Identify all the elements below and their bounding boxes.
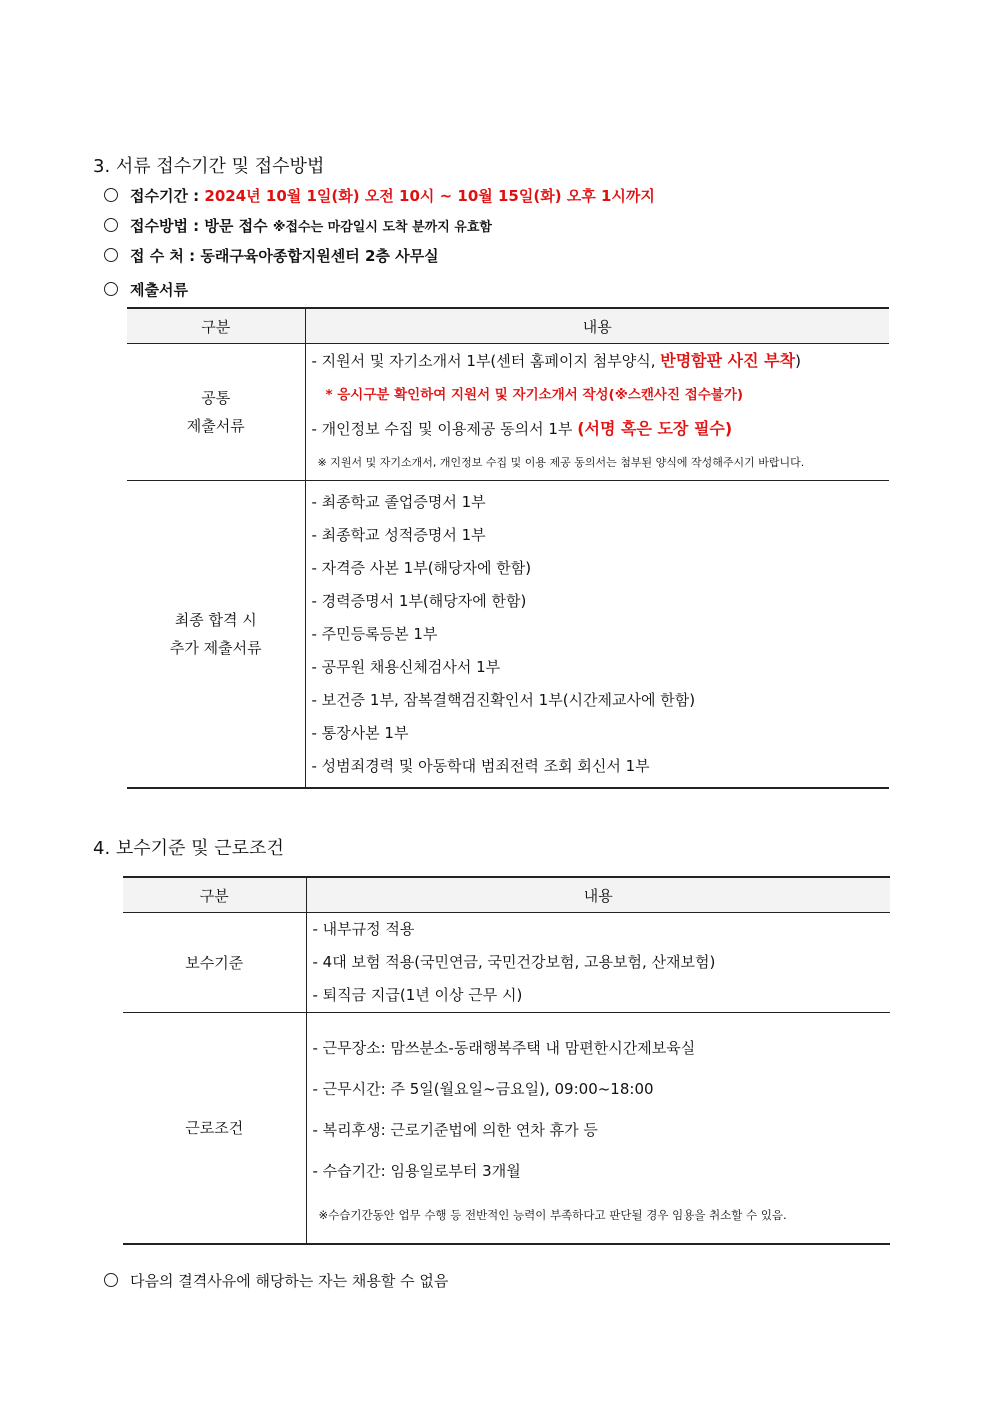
- category-line: 추가 제출서류: [169, 639, 262, 657]
- place-label: 접 수 처 :: [130, 247, 196, 265]
- pay-category: 보수기준: [123, 913, 306, 1013]
- header-content: 내용: [306, 877, 890, 913]
- category-line: 최종 합격 시: [174, 611, 257, 629]
- table-row: [123, 1013, 890, 1245]
- circle-bullet-icon: [104, 218, 118, 232]
- list-item: - 지원서 및 자기소개서 1부(센터 홈페이지 첨부양식, 반명함판 사진 부착): [311, 351, 801, 370]
- common-docs-category: [127, 344, 305, 481]
- list-item: - 성범죄경력 및 아동학대 범죄전력 조회 회신서 1부: [311, 756, 650, 775]
- header-category: 구분: [123, 877, 306, 913]
- list-item: - 보건증 1부, 잠복결핵검진확인서 1부(시간제교사에 한함): [311, 690, 696, 709]
- circle-bullet-icon: [104, 282, 118, 296]
- header-category: 구분: [127, 308, 305, 344]
- compensation-table: [123, 876, 890, 1245]
- period-row: [104, 185, 655, 206]
- documents-table: [127, 307, 889, 789]
- circle-bullet-icon: [104, 188, 118, 202]
- list-item: - 주민등록등본 1부: [311, 624, 438, 643]
- photo-required: 반명함판 사진 부착: [660, 351, 796, 370]
- probation-note: ※수습기간동안 업무 수행 등 전반적인 능력이 부족하다고 판단될 경우 임용을 취소할 수 있음.: [318, 1208, 787, 1222]
- disqualification-row: [104, 1270, 448, 1291]
- category-line: 공통: [201, 389, 231, 407]
- list-item: - 공무원 채용신체검사서 1부: [311, 657, 501, 676]
- signature-required: (서명 혹은 도장 필수): [577, 419, 733, 438]
- list-item: - 자격증 사본 1부(해당자에 한함): [311, 558, 532, 577]
- table-row: [123, 913, 890, 1013]
- final-docs-content: [305, 481, 889, 789]
- list-item: - 경력증명서 1부(해당자에 한함): [311, 591, 527, 610]
- method-note: ※접수는 마감일시 도착 분까지 유효함: [272, 220, 492, 235]
- table-row: [127, 344, 889, 481]
- warning-note: * 응시구분 확인하여 지원서 및 자기소개서 작성(※스캔사진 접수불가): [325, 387, 744, 403]
- method-label: 접수방법 :: [130, 217, 200, 235]
- period-value: 2024년 10월 1일(화) 오전 10시 ~ 10월 15일(화) 오후 1시까지: [204, 187, 655, 205]
- section3-title: 3. 서류 접수기간 및 접수방법: [93, 156, 325, 177]
- work-category: 근로조건: [123, 1013, 306, 1245]
- list-item: - 최종학교 졸업증명서 1부: [311, 492, 486, 511]
- header-content: 내용: [305, 308, 889, 344]
- table-header-row: [123, 877, 890, 913]
- common-docs-content: [305, 344, 889, 481]
- form-note: ※ 지원서 및 자기소개서, 개인정보 수집 및 이용 제공 동의서는 첨부된 양식에 작성해주시기 바랍니다.: [317, 456, 805, 469]
- list-item: - 근무장소: 맘쓰분소-동래행복주택 내 맘편한시간제보육실: [312, 1039, 696, 1057]
- list-item: - 근무시간: 주 5일(월요일~금요일), 09:00~18:00: [312, 1080, 654, 1098]
- method-row: [104, 215, 492, 236]
- list-item: - 내부규정 적용: [312, 920, 415, 938]
- place-value: 동래구육아종합지원센터 2층 사무실: [200, 247, 439, 265]
- circle-bullet-icon: [104, 248, 118, 262]
- circle-bullet-icon: [104, 1273, 118, 1287]
- list-item: - 개인정보 수집 및 이용제공 동의서 1부 (서명 혹은 도장 필수): [311, 419, 733, 438]
- docs-row: [104, 279, 188, 300]
- method-value: 방문 접수: [204, 217, 268, 235]
- category-line: 제출서류: [186, 417, 245, 435]
- list-item: - 최종학교 성적증명서 1부: [311, 525, 486, 544]
- work-content: [306, 1013, 890, 1245]
- final-docs-category: [127, 481, 305, 789]
- list-item: - 수습기간: 임용일로부터 3개월: [312, 1162, 521, 1180]
- list-item: - 통장사본 1부: [311, 723, 409, 742]
- docs-label: 제출서류: [130, 281, 188, 299]
- table-header-row: [127, 308, 889, 344]
- list-item: - 4대 보험 적용(국민연금, 국민건강보험, 고용보험, 산재보험): [312, 953, 716, 971]
- disqualification-text: 다음의 결격사유에 해당하는 자는 채용할 수 없음: [130, 1272, 449, 1290]
- section4-title: 4. 보수기준 및 근로조건: [93, 838, 284, 859]
- pay-content: [306, 913, 890, 1013]
- list-item: - 복리후생: 근로기준법에 의한 연차 휴가 등: [312, 1121, 598, 1139]
- period-label: 접수기간 :: [130, 187, 200, 205]
- table-row: [127, 481, 889, 789]
- place-row: [104, 245, 439, 266]
- list-item: - 퇴직금 지급(1년 이상 근무 시): [312, 986, 523, 1004]
